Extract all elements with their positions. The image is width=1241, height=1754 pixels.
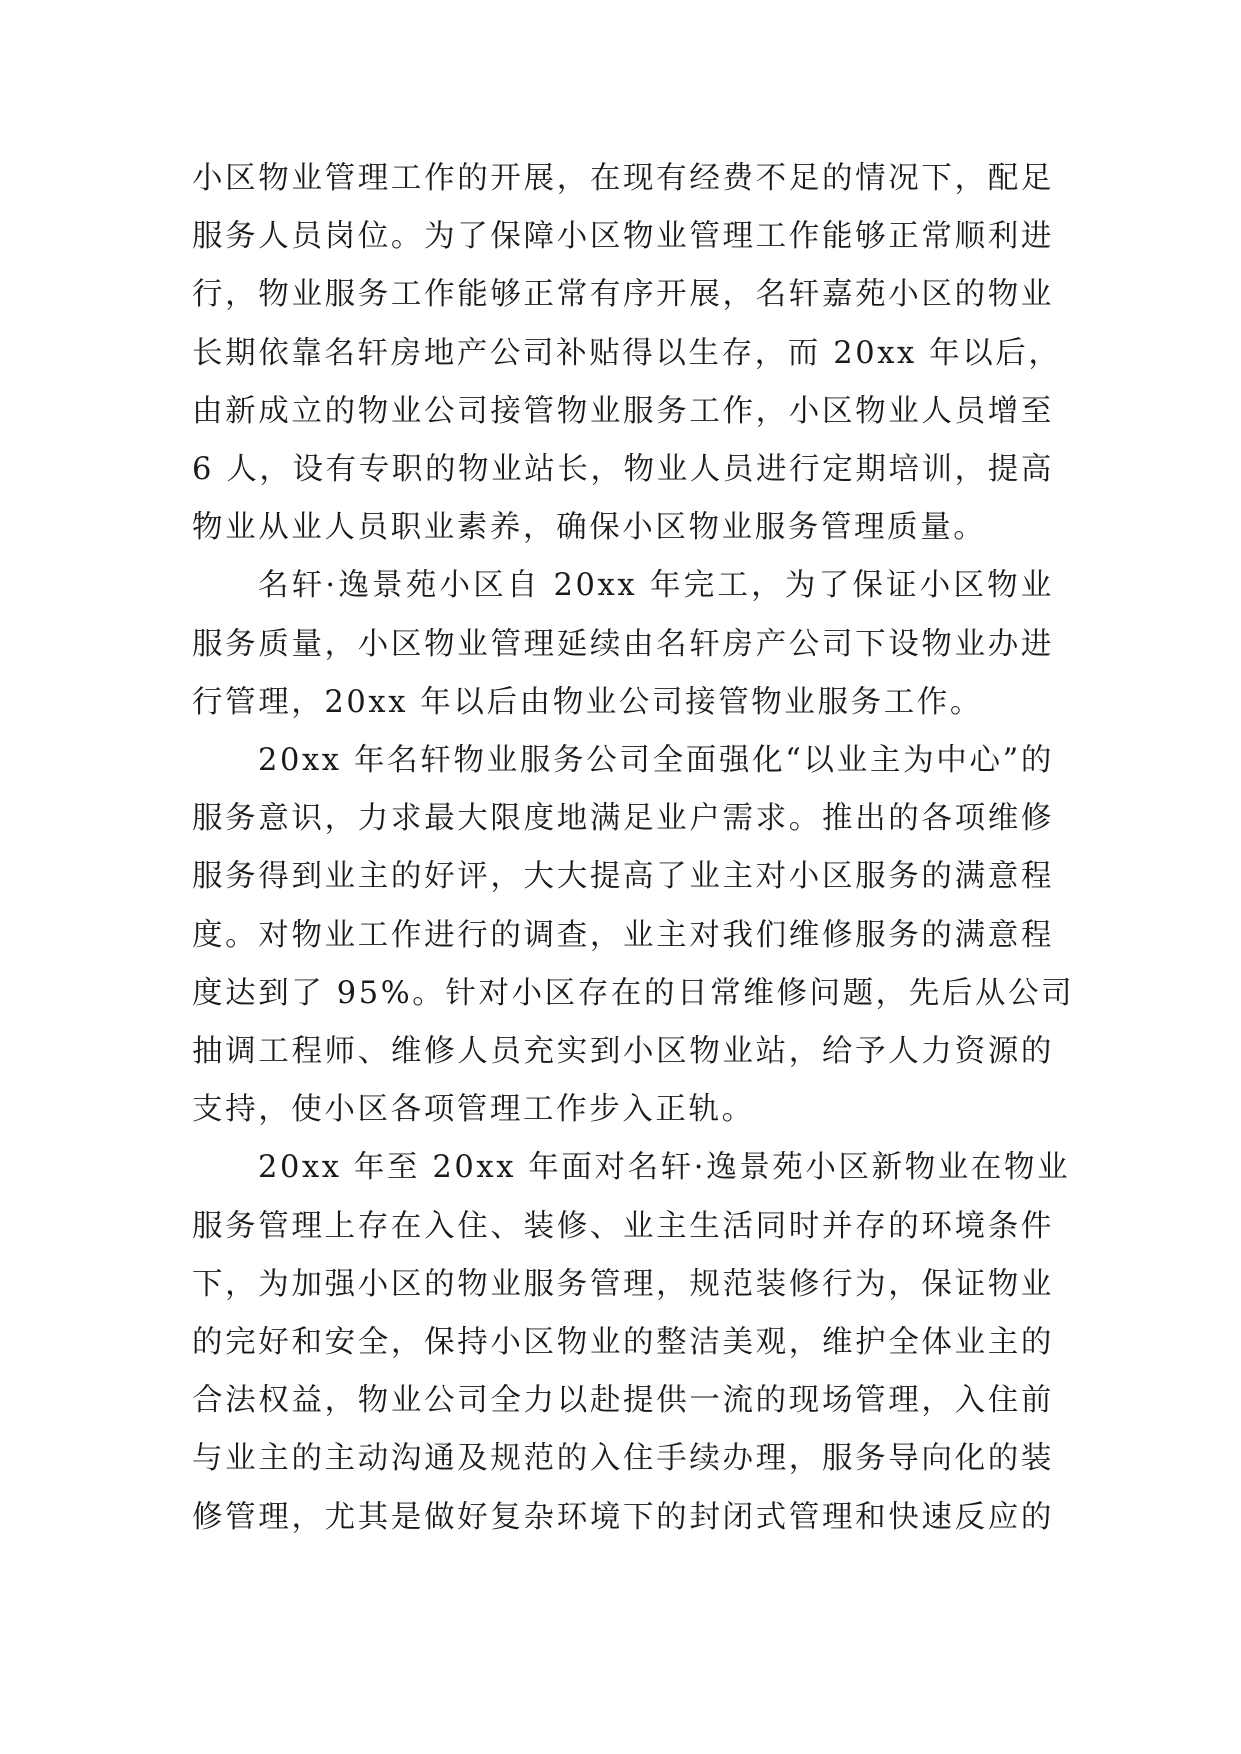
paragraph-line: 行管理，20xx 年以后由物业公司接管物业服务工作。 (192, 684, 984, 720)
paragraph-line: 服务得到业主的好评，大大提高了业主对小区服务的满意程 (192, 859, 1054, 895)
paragraph-line: 下，为加强小区的物业服务管理，规范装修行为，保证物业 (192, 1266, 1054, 1302)
paragraph-line: 度达到了 95%。针对小区存在的日常维修问题，先后从公司 (192, 975, 1075, 1011)
document-body (192, 150, 1075, 1547)
paragraph-4 (192, 1139, 1071, 1546)
paragraph-1 (192, 150, 1062, 557)
paragraph-line: 与业主的主动沟通及规范的入住手续办理，服务导向化的装 (192, 1441, 1054, 1477)
paragraph-line: 修管理，尤其是做好复杂环境下的封闭式管理和快速反应的 (192, 1499, 1054, 1535)
paragraph-2 (192, 557, 1054, 732)
paragraph-line: 的完好和安全，保持小区物业的整洁美观，维护全体业主的 (192, 1325, 1054, 1361)
paragraph-line: 20xx 年至 20xx 年面对名轩·逸景苑小区新物业在物业 (258, 1150, 1071, 1186)
paragraph-line: 6 人，设有专职的物业站长，物业人员进行定期培训，提高 (192, 452, 1054, 488)
paragraph-line: 小区物业管理工作的开展，在现有经费不足的情况下，配足 (192, 161, 1054, 196)
paragraph-line: 20xx 年名轩物业服务公司全面强化“以业主为中心”的 (258, 743, 1054, 779)
paragraph-line: 服务质量，小区物业管理延续由名轩房产公司下设物业办进 (192, 626, 1054, 662)
paragraph-line: 服务人员岗位。为了保障小区物业管理工作能够正常顺利进 (192, 219, 1054, 255)
paragraph-line: 支持，使小区各项管理工作步入正轨。 (192, 1092, 755, 1128)
paragraph-line: 物业从业人员职业素养，确保小区物业服务管理质量。 (192, 510, 987, 546)
paragraph-line: 合法权益，物业公司全力以赴提供一流的现场管理，入住前 (192, 1383, 1054, 1419)
paragraph-line: 名轩·逸景苑小区自 20xx 年完工，为了保证小区物业 (258, 568, 1054, 604)
paragraph-line: 服务意识，力求最大限度地满足业户需求。推出的各项维修 (192, 801, 1054, 837)
paragraph-line: 度。对物业工作进行的调查，业主对我们维修服务的满意程 (192, 917, 1054, 953)
paragraph-line: 由新成立的物业公司接管物业服务工作，小区物业人员增至 (192, 393, 1054, 429)
paragraph-line: 服务管理上存在入住、装修、业主生活同时并存的环境条件 (192, 1208, 1054, 1244)
paragraph-line: 行，物业服务工作能够正常有序开展，名轩嘉苑小区的物业 (192, 277, 1054, 313)
paragraph-line: 长期依靠名轩房地产公司补贴得以生存，而 20xx 年以后， (192, 335, 1062, 371)
paragraph-3 (192, 732, 1075, 1139)
paragraph-line: 抽调工程师、维修人员充实到小区物业站，给予人力资源的 (192, 1034, 1054, 1070)
